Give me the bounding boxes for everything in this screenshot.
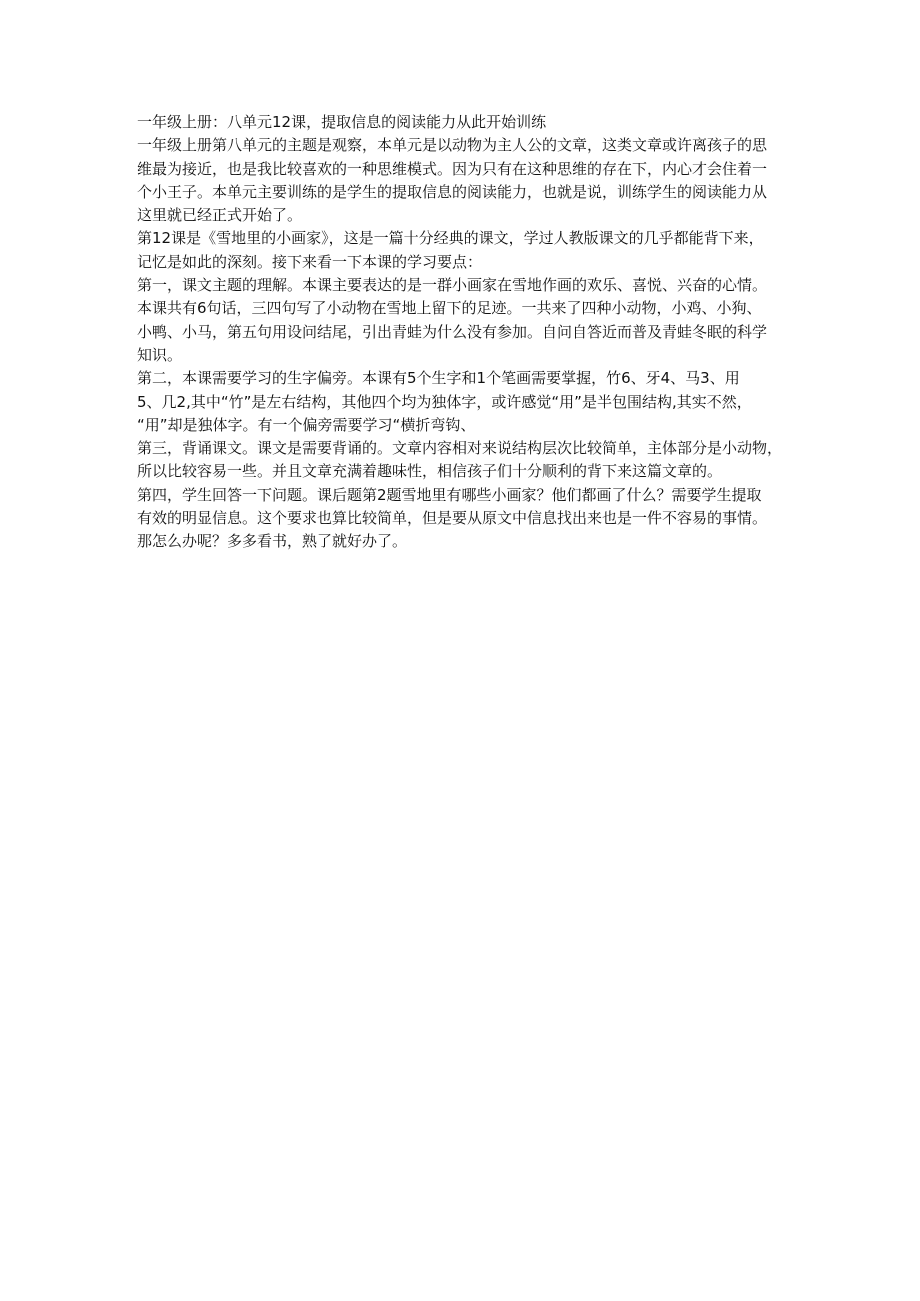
text-line: 小鸭、小马，第五句用设问结尾，引出青蛙为什么没有参加。自问自答近而普及青蛙冬眠的科学 <box>137 322 768 341</box>
text-line: 维最为接近，也是我比较喜欢的一种思维模式。因为只有在这种思维的存在下，内心才会住着一 <box>137 159 768 178</box>
text-line: 这里就已经正式开始了。 <box>137 206 303 225</box>
paragraph-lesson-12 <box>137 227 787 274</box>
document-title: 一年级上册：八单元12课，提取信息的阅读能力从此开始训练 <box>137 113 547 131</box>
paragraph-point-2 <box>137 367 787 437</box>
text-line: 第一，课文主题的理解。本课主要表达的是一群小画家在雪地作画的欢乐、喜悦、兴奋的心情。 <box>137 276 768 295</box>
text-line: 本课共有6句话，三四句写了小动物在雪地上留下的足迹。一共来了四种小动物，小鸡、小狗、 <box>137 299 762 318</box>
document-body <box>137 111 787 554</box>
text-line: 5、几2,其中“竹”是左右结构，其他四个均为独体字，或许感觉“用”是半包围结构,其实不然， <box>137 392 752 411</box>
text-line: 记忆是如此的深刻。接下来看一下本课的学习要点： <box>137 252 483 271</box>
text-line: 一年级上册第八单元的主题是观察，本单元是以动物为主人公的文章，这类文章或许离孩子的思 <box>137 136 768 155</box>
text-line: 第四，学生回答一下问题。课后题第2题雪地里有哪些小画家？他们都画了什么？需要学生提取 <box>137 485 762 504</box>
text-line: 第三，背诵课文。课文是需要背诵的。文章内容相对来说结构层次比较简单，主体部分是小动物， <box>137 439 783 458</box>
paragraph-point-1 <box>137 274 787 367</box>
text-line: “用”却是独体字。有一个偏旁需要学习“横折弯钩、 <box>137 415 476 434</box>
text-line: 第12课是《雪地里的小画家》，这是一篇十分经典的课文，学过人教版课文的几乎都能背下来， <box>137 229 764 248</box>
text-line: 那怎么办呢？多多看书，熟了就好办了。 <box>137 532 408 551</box>
text-line: 知识。 <box>137 345 183 364</box>
paragraph-intro <box>137 134 787 227</box>
text-line: 有效的明显信息。这个要求也算比较简单，但是要从原文中信息找出来也是一件不容易的事情。 <box>137 509 768 528</box>
paragraph-point-4 <box>137 484 787 554</box>
text-line: 个小王子。本单元主要训练的是学生的提取信息的阅读能力，也就是说，训练学生的阅读能力从 <box>137 182 768 201</box>
paragraph-point-3 <box>137 437 787 484</box>
text-line: 所以比较容易一些。并且文章充满着趣味性，相信孩子们十分顺利的背下来这篇文章的。 <box>137 462 723 481</box>
text-line: 第二，本课需要学习的生字偏旁。本课有5个生字和1个笔画需要掌握，竹6、牙4、马3、用 <box>137 369 740 388</box>
